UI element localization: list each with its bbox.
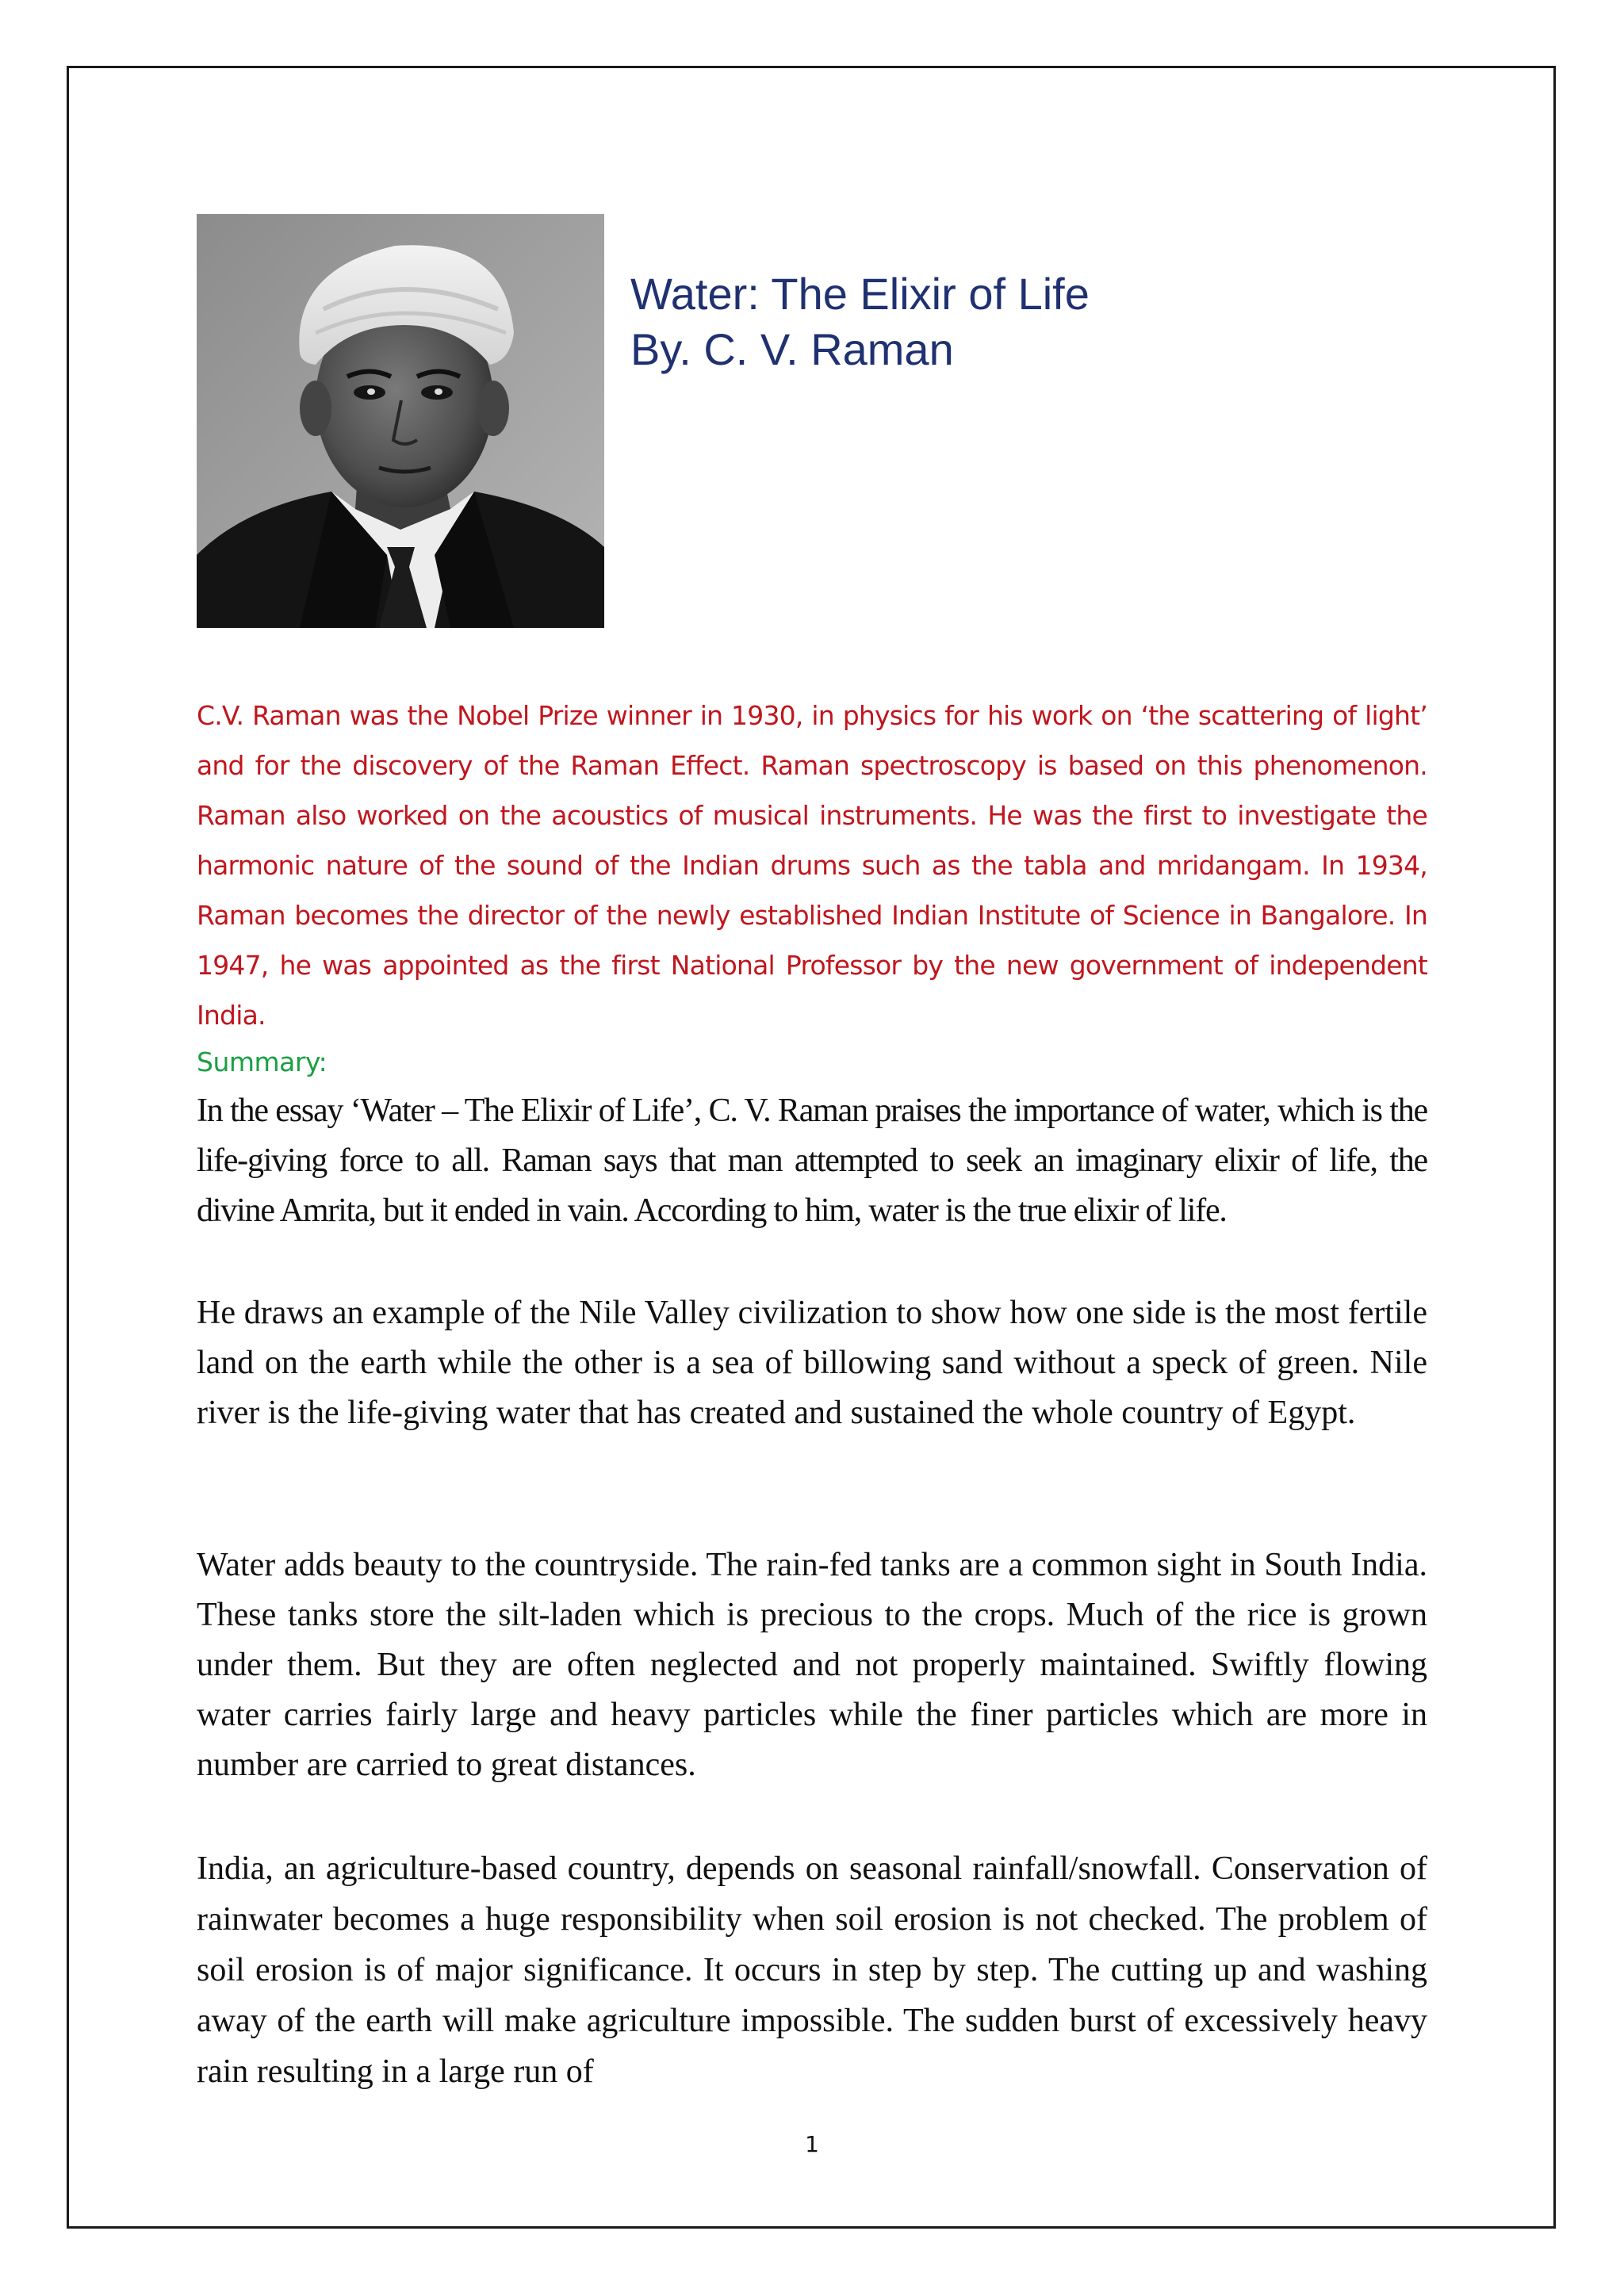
summary-paragraph: Water adds beauty to the countryside. The rain-fed tanks are a common sight in South India. These tanks store the silt-laden which is precious to the crops. Much of the rice is grown under them. But they are often neglected and not properly maintained. Swiftly flowing water carries fairly large and heavy particles while the finer particles which are more in number are carried to great distances.	[197, 1547, 1427, 1783]
author-portrait	[197, 214, 604, 628]
author-bio-paragraph: C.V. Raman was the Nobel Prize winner in 1930, in physics for his work on ‘the scattering of light’ and for the discovery of the Raman Effect. Raman spectroscopy is based on this phenomenon. Raman also worked on the acoustics of musical instruments. He was the first to investigate the harmonic nature of the sound of the Indian drums such as the tabla and mridangam. In 1934, Raman becomes the director of the newly established Indian Institute of Science in Bangalore. In 1947, he was appointed as the first National Professor by the new government of independent India.	[197, 700, 1427, 1031]
title-line: Water: The Elixir of Life	[630, 269, 1090, 319]
document-title	[630, 266, 1090, 377]
summary-paragraph: In the essay ‘Water – The Elixir of Life’, C. V. Raman praises the importance of water, which is the life-giving force to all. Raman says that man attempted to seek an imaginary elixir of life, the divine Amrita, but it ended in vain. According to him, water is the true elixir of life.	[197, 1093, 1427, 1229]
summary-heading: Summary:	[197, 1047, 327, 1077]
summary-paragraph: India, an agriculture-based country, depends on seasonal rainfall/snowfall. Conservation of rainwater becomes a huge responsibility when soil erosion is not checked. The problem of soil erosion is of major significance. It occurs in step by step. The cutting up and washing away of the earth will make agriculture impossible. The sudden burst of excessively heavy rain resulting in a large run of	[197, 1850, 1427, 2090]
summary-paragraph: He draws an example of the Nile Valley civilization to show how one side is the most fertile land on the earth while the other is a sea of billowing sand without a speck of green. Nile river is the life-giving water that has created and sustained the whole country of Egypt.	[197, 1295, 1427, 1431]
page-number: 1	[805, 2131, 819, 2157]
author-byline: By. C. V. Raman	[630, 324, 954, 374]
